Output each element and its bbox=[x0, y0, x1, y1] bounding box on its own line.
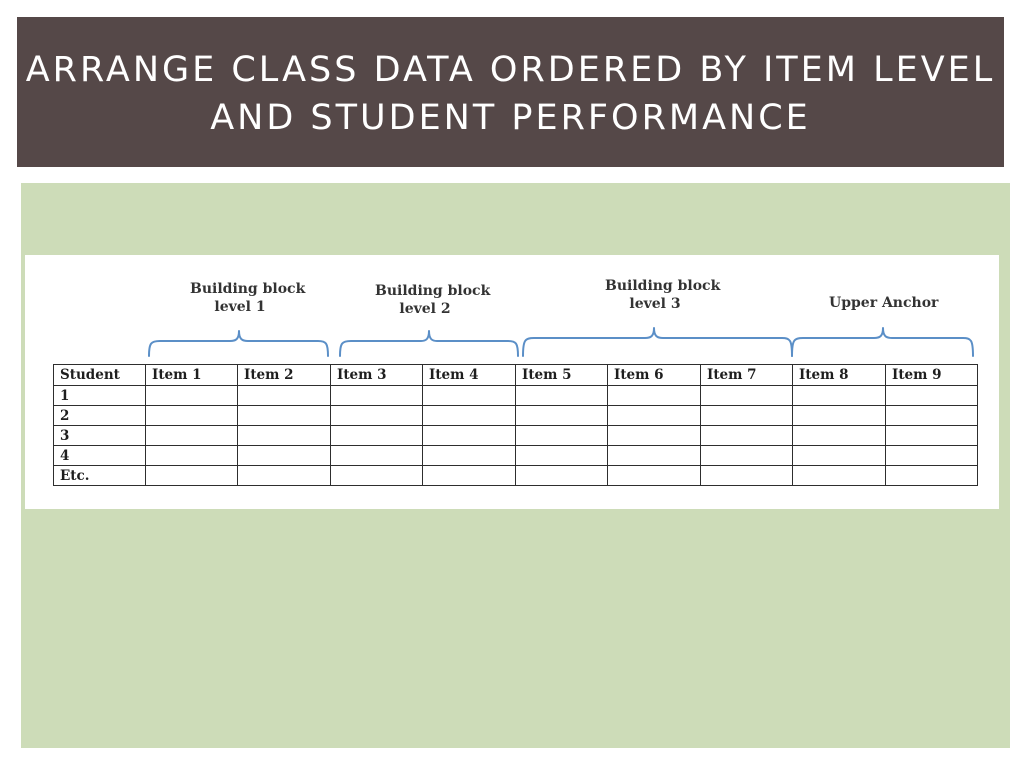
table-cell bbox=[608, 466, 701, 486]
table-header-row bbox=[54, 365, 978, 386]
table-cell bbox=[701, 426, 793, 446]
group-label-line1: Building block bbox=[190, 281, 306, 297]
table-cell bbox=[516, 406, 608, 426]
column-header-item-5: Item 5 bbox=[516, 365, 608, 386]
table-cell bbox=[238, 466, 331, 486]
student-label: 3 bbox=[54, 426, 146, 446]
column-header-item-1: Item 1 bbox=[146, 365, 238, 386]
table-cell bbox=[516, 426, 608, 446]
slide-title: ARRANGE CLASS DATA ORDERED BY ITEM LEVEL AND STUDENT PERFORMANCE bbox=[25, 50, 996, 138]
table-row bbox=[54, 426, 978, 446]
column-header-student: Student bbox=[54, 365, 146, 386]
table-cell bbox=[423, 466, 516, 486]
column-header-item-6: Item 6 bbox=[608, 365, 701, 386]
table-cell bbox=[146, 466, 238, 486]
table-cell bbox=[608, 386, 701, 406]
table-cell bbox=[701, 446, 793, 466]
table-cell bbox=[331, 426, 423, 446]
table-cell bbox=[238, 446, 331, 466]
table-cell bbox=[146, 386, 238, 406]
student-label: Etc. bbox=[54, 466, 146, 486]
brace-building-block-2 bbox=[340, 331, 518, 356]
column-header-item-3: Item 3 bbox=[331, 365, 423, 386]
group-label-line1: Building block bbox=[375, 283, 491, 299]
table-cell bbox=[331, 406, 423, 426]
brace-building-block-3 bbox=[523, 328, 792, 356]
table-cell bbox=[516, 446, 608, 466]
table-cell bbox=[146, 446, 238, 466]
table-cell bbox=[701, 386, 793, 406]
group-label-line1: Upper Anchor bbox=[829, 295, 939, 311]
column-header-item-9: Item 9 bbox=[886, 365, 978, 386]
group-label-line2: level 2 bbox=[399, 301, 451, 317]
table-row bbox=[54, 446, 978, 466]
group-label-line2: level 3 bbox=[629, 296, 681, 312]
table-cell bbox=[608, 406, 701, 426]
column-header-item-8: Item 8 bbox=[793, 365, 886, 386]
student-label: 4 bbox=[54, 446, 146, 466]
title-banner bbox=[17, 17, 1004, 167]
brace-building-block-1 bbox=[149, 331, 328, 356]
table-cell bbox=[701, 466, 793, 486]
column-header-item-2: Item 2 bbox=[238, 365, 331, 386]
table-cell bbox=[886, 426, 978, 446]
table-row bbox=[54, 406, 978, 426]
table-cell bbox=[423, 386, 516, 406]
group-label-line2: level 1 bbox=[214, 299, 266, 315]
table-cell bbox=[793, 466, 886, 486]
table-cell bbox=[701, 406, 793, 426]
item-level-figure bbox=[25, 255, 999, 509]
table-cell bbox=[516, 466, 608, 486]
table-cell bbox=[331, 466, 423, 486]
table-cell bbox=[608, 426, 701, 446]
table-cell bbox=[238, 426, 331, 446]
table-row bbox=[54, 466, 978, 486]
table-cell bbox=[423, 426, 516, 446]
student-label: 1 bbox=[54, 386, 146, 406]
table-cell bbox=[146, 426, 238, 446]
table-cell bbox=[238, 386, 331, 406]
table-cell bbox=[331, 446, 423, 466]
group-braces bbox=[25, 255, 999, 365]
table-cell bbox=[793, 386, 886, 406]
table-row bbox=[54, 386, 978, 406]
table-cell bbox=[886, 386, 978, 406]
table-cell bbox=[146, 406, 238, 426]
table-cell bbox=[886, 466, 978, 486]
column-header-item-4: Item 4 bbox=[423, 365, 516, 386]
table-cell bbox=[238, 406, 331, 426]
table-cell bbox=[793, 446, 886, 466]
table-cell bbox=[886, 446, 978, 466]
table-cell bbox=[516, 386, 608, 406]
table-cell bbox=[793, 406, 886, 426]
score-table bbox=[53, 364, 978, 486]
table-cell bbox=[886, 406, 978, 426]
table-cell bbox=[423, 446, 516, 466]
brace-upper-anchor bbox=[792, 328, 973, 356]
student-label: 2 bbox=[54, 406, 146, 426]
table-cell bbox=[793, 426, 886, 446]
column-header-item-7: Item 7 bbox=[701, 365, 793, 386]
table-cell bbox=[331, 386, 423, 406]
table-cell bbox=[423, 406, 516, 426]
table-cell bbox=[608, 446, 701, 466]
group-label-line1: Building block bbox=[605, 278, 721, 294]
